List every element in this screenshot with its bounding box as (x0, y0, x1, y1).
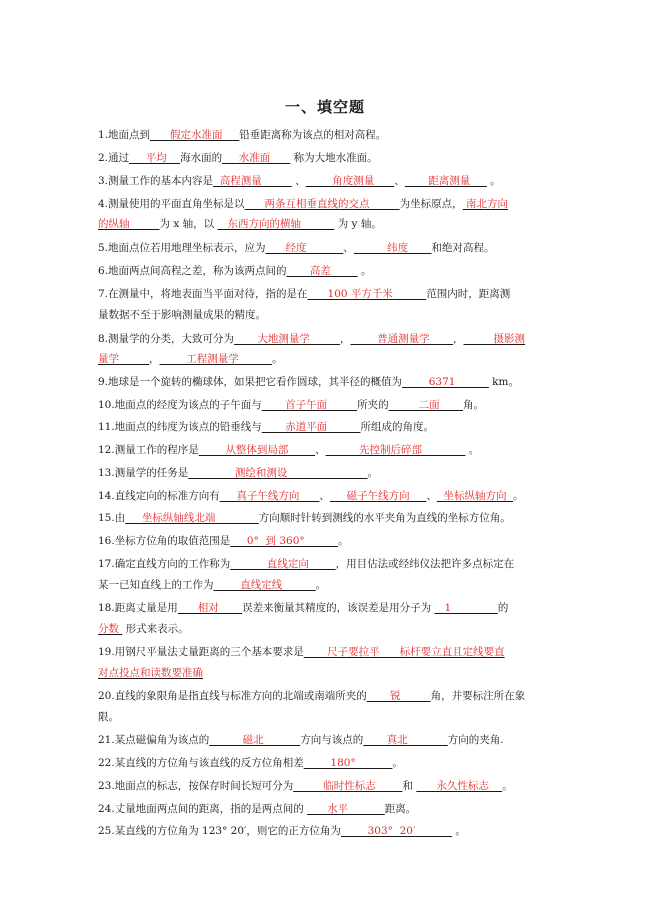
question-text: 8.测量学的分类，大致可分为 (98, 333, 235, 345)
question-line (98, 688, 525, 704)
answer-blank: 直线定线 (213, 579, 316, 591)
question-line (98, 510, 511, 526)
answer-blank: 100 平方千米 (307, 288, 427, 300)
question-text: 1.地面点到 (98, 129, 151, 141)
question-text: 14.直线定向的标准方向有 (98, 490, 220, 502)
answer-blank: 东西方向的横轴 (217, 218, 335, 230)
answer-blank: 1 (434, 602, 498, 614)
question-text: 。 (338, 535, 349, 547)
question-text: 方向顺时针转到测线的水平夹角为直线的坐标方位角。 (258, 512, 511, 524)
question-text: 。 (272, 353, 283, 365)
answer-blank: 0° 到 360° (230, 535, 339, 547)
question-text: 10.地面点的经度为该点的子午面与 (98, 399, 262, 411)
answer-blank: 二面 (388, 399, 464, 411)
answer-blank: 磁北 (209, 734, 301, 746)
question-text: ，用目估法或经纬仪法把许多点标定在 (335, 558, 515, 570)
question-text: 5.地面点位若用地理坐标表示，应为 (98, 242, 266, 254)
question-text: 、 (394, 175, 405, 187)
answer-blank: 首子午面 (261, 399, 358, 411)
question-text: 误差来衡量其精度的，该误差是用分子为 (242, 602, 435, 614)
question-text: 24.丈量地面两点间的距离，指的是两点间的 (98, 803, 308, 815)
answer-blank: 永久性标志 (416, 780, 503, 792)
answer-blank: 303° 20′ (340, 825, 453, 837)
question-text: 6.地面两点间高程之差，称为该两点间的 (98, 265, 287, 277)
question-line (98, 173, 501, 189)
question-text: 、 (291, 175, 306, 187)
question-text: 形式来表示。 (122, 623, 189, 635)
question-text: 和 (402, 780, 417, 792)
answer-blank: 对点投点和读数要准确 (98, 667, 203, 679)
question-text: 、 (426, 490, 437, 502)
answer-blank: 摄影测 (463, 333, 526, 345)
question-text: 铅垂距离称为该点的相对高程。 (239, 129, 387, 141)
question-text: 17.确定直线方向的工作称为 (98, 558, 231, 570)
question-line (98, 621, 189, 637)
answer-blank: 工程测量学 (159, 353, 273, 365)
question-line (98, 533, 349, 549)
question-text: 。 (502, 780, 513, 792)
answer-blank: 距离测量 (404, 175, 487, 187)
question-text: 。 (357, 265, 372, 277)
question-text: 为坐标原点， (399, 198, 463, 210)
question-line (98, 600, 508, 616)
question-text: 23.地面点的标志，按保存时间长短可分为 (98, 780, 294, 792)
question-line (98, 263, 371, 279)
question-text: 19.用钢尺平量法丈量距离的三个基本要求是 (98, 646, 304, 658)
answer-blank: 两条互相垂直线的交点 (244, 198, 400, 210)
answer-blank: 测绘和测设 (188, 467, 368, 479)
question-text: ， (339, 333, 351, 345)
question-text: 15.由 (98, 512, 126, 524)
answer-blank: 磁子午线方向 (329, 490, 427, 502)
answer-blank: 先控制后碎部 (325, 444, 466, 456)
question-text: 。 (465, 444, 480, 456)
question-text: 。 (367, 467, 379, 479)
question-text: 范围内时，距离测 (426, 288, 511, 300)
question-line (98, 823, 466, 839)
question-text: 13.测量学的任务是 (98, 467, 189, 479)
question-line (98, 442, 479, 458)
question-text: 16.坐标方位角的取值范围是 (98, 535, 231, 547)
question-line (98, 286, 510, 302)
question-text: 11.地面点的纬度为该点的铅垂线与 (98, 421, 262, 433)
question-text: 所夹的 (357, 399, 389, 411)
question-text: 角，并要标注所在象 (430, 690, 526, 702)
question-line (98, 351, 283, 367)
question-line (98, 665, 203, 681)
answer-blank: 从整体到局部 (198, 444, 316, 456)
question-text: 、 (343, 242, 354, 254)
answer-blank: 临时性标志 (293, 780, 403, 792)
answer-blank: 尺子要拉平 标杆要立直且定线要直 (303, 646, 505, 658)
section-title: 一、填空题 (284, 98, 365, 116)
question-text: 海水面的 (180, 152, 223, 164)
question-text: 12.测量工作的程序是 (98, 444, 199, 456)
question-text: ， (149, 353, 160, 365)
question-text: 方向与该点的 (300, 734, 364, 746)
answer-blank: 真北 (363, 734, 448, 746)
question-line (98, 196, 508, 212)
question-line (98, 732, 504, 748)
question-line (98, 778, 513, 794)
question-line (98, 307, 266, 323)
answer-blank: 普通测量学 (350, 333, 454, 345)
question-text: 量数据不至于影响测量成果的精度。 (98, 309, 266, 321)
question-line (98, 465, 378, 481)
question-text: 20.直线的象限角是指直线与标准方向的北端或南端所夹的 (98, 690, 367, 702)
question-text: 和绝对高程。 (431, 242, 495, 254)
answer-blank: 南北方向 (462, 198, 508, 210)
question-text: 21.某点磁偏角为该点的 (98, 734, 210, 746)
answer-blank: 直线定向 (230, 558, 336, 570)
question-line (98, 331, 525, 347)
answer-blank: 相对 (177, 602, 243, 614)
answer-blank: 坐标纵轴方向 (436, 490, 514, 502)
question-text: 2.通过 (98, 152, 130, 164)
answer-blank: 量学 (98, 353, 150, 365)
question-text: 为 x 轴，以 (159, 218, 218, 230)
question-text: 限。 (98, 711, 119, 723)
question-text: 22.某直线的方位角与该直线的反方位角相差 (98, 757, 304, 769)
question-text: 角。 (463, 399, 485, 411)
answer-blank: 真子午线方向 (219, 490, 320, 502)
question-text: 所组成的角度。 (360, 421, 434, 433)
question-line (98, 556, 514, 572)
question-text: 的 (497, 602, 509, 614)
answer-blank: 6371 (402, 376, 489, 388)
question-line (98, 127, 386, 143)
answer-blank: 假定水准面 (150, 129, 240, 141)
question-text: 25.某直线的方位角为 123° 20′，则它的正方位角为 (98, 825, 341, 837)
question-line (98, 488, 524, 504)
answer-blank: 180° (303, 757, 393, 769)
question-line (98, 397, 484, 413)
question-text: km。 (488, 376, 520, 388)
question-text: 。 (392, 757, 403, 769)
answer-blank: 水准面 (222, 152, 291, 164)
question-line (98, 374, 519, 390)
question-text: 3.测量工作的基本内容是 (98, 175, 214, 187)
question-text: 7.在测量中，将地表面当平面对待，指的是在 (98, 288, 308, 300)
question-line (98, 577, 326, 593)
question-text: 某一已知直线上的工作为 (98, 579, 214, 591)
question-line (98, 216, 382, 232)
question-line (98, 755, 403, 771)
answer-blank: 高程测量 (213, 175, 292, 187)
question-line (98, 709, 119, 725)
question-text: 为 y 轴。 (334, 218, 382, 230)
question-line (98, 240, 495, 256)
question-text: 。 (486, 175, 501, 187)
question-text: 距离。 (384, 803, 417, 815)
answer-blank: 大地测量学 (234, 333, 340, 345)
answer-blank: 纬度 (353, 242, 432, 254)
answer-blank: 水平 (307, 803, 385, 815)
answer-blank: 高差 (286, 265, 358, 277)
question-text: 18.距离丈量是用 (98, 602, 178, 614)
question-text: 。 (315, 579, 327, 591)
answer-blank: 锐 (366, 690, 431, 702)
answer-blank: 角度测量 (305, 175, 395, 187)
question-text: 。 (513, 490, 524, 502)
question-line (98, 644, 505, 660)
answer-blank: 坐标纵轴线北端 (125, 512, 259, 524)
question-line (98, 150, 378, 166)
answer-blank: 赤道平面 (261, 421, 361, 433)
question-text: 4.测量使用的平面直角坐标是以 (98, 198, 245, 210)
question-line (98, 419, 434, 435)
question-text: 、 (319, 490, 330, 502)
question-text: 称为大地水准面。 (290, 152, 378, 164)
question-text: ， (453, 333, 464, 345)
answer-blank: 的纵轴 (98, 218, 160, 230)
question-text: 、 (315, 444, 326, 456)
question-text: 。 (452, 825, 466, 837)
answer-blank: 分数 (98, 623, 123, 635)
answer-blank: 经度 (265, 242, 344, 254)
answer-blank: 平均 (129, 152, 181, 164)
question-text: 9.地球是一个旋转的椭球体，如果把它看作圆球，其半径的概值为 (98, 376, 403, 388)
question-text: 方向的夹角. (447, 734, 504, 746)
question-line (98, 801, 416, 817)
